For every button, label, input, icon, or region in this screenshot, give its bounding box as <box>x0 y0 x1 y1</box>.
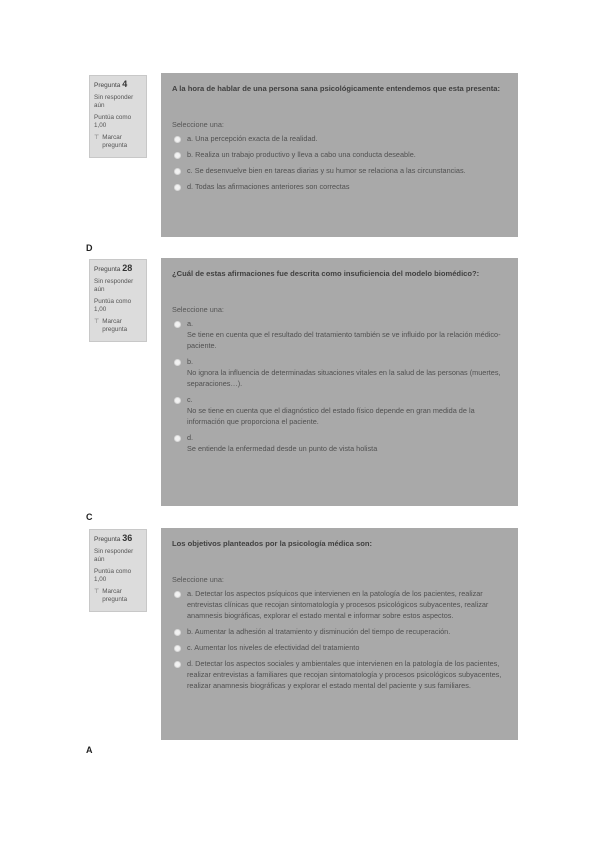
question-number: Pregunta 28 <box>94 263 133 273</box>
question-text: Los objetivos planteados por la psicología médica son: <box>172 539 373 548</box>
answer-option[interactable]: b. Realiza un trabajo productivo y lleva a cabo una conducta deseable. <box>172 149 507 160</box>
radio-button[interactable] <box>174 397 181 404</box>
flag-icon: ⊤ <box>94 318 100 325</box>
question-score: Puntúa como 1,00 <box>94 297 132 313</box>
question-number: Pregunta 4 <box>94 79 128 89</box>
question-status: Sin responder aún <box>94 93 134 109</box>
radio-button[interactable] <box>174 168 181 175</box>
question-score: Puntúa como 1,00 <box>94 113 132 129</box>
answer-option[interactable]: c. Se desenvuelve bien en tareas diarias y su humor se relaciona a las circunstancias. <box>172 165 507 176</box>
question-status: Sin responder aún <box>94 547 134 563</box>
question-card <box>161 258 518 506</box>
radio-button[interactable] <box>174 152 181 159</box>
question-info-panel <box>89 75 147 158</box>
flag-question-link[interactable]: ⊤ Marcar pregunta <box>94 317 128 333</box>
question-score: Puntúa como 1,00 <box>94 567 132 583</box>
answer-option[interactable]: d. Detectar los aspectos sociales y ambientales que intervienen en la patología de los pacientes, realizar entrevistas a familiares que recojan sintomatología y procesos psicológicos subyacentes, realizar anamnesis biográficas y explorar el estado mental del paciente y sus familiares. <box>172 658 507 691</box>
radio-button[interactable] <box>174 321 181 328</box>
radio-button[interactable] <box>174 591 181 598</box>
question-info-panel <box>89 259 147 342</box>
radio-button[interactable] <box>174 136 181 143</box>
question-number: Pregunta 36 <box>94 533 133 543</box>
question-card <box>161 73 518 237</box>
question-card <box>161 528 518 740</box>
answer-option[interactable]: c. No se tiene en cuenta que el diagnóstico del estado físico depende en gran medida de la información que proporciona el paciente. <box>172 394 507 427</box>
flag-icon: ⊤ <box>94 588 100 595</box>
question-text: ¿Cuál de estas afirmaciones fue descrita como insuficiencia del modelo biomédico?: <box>172 269 480 278</box>
radio-button[interactable] <box>174 645 181 652</box>
question-status: Sin responder aún <box>94 277 134 293</box>
answer-option[interactable]: a. Detectar los aspectos psíquicos que intervienen en la patología de los pacientes, realizar entrevistas clínicas que recojan sintomatología y procesos psicológicos subyacentes, realizar anamnesis biográficas, explorar el estado mental e informar sobre estos aspectos. <box>172 588 507 621</box>
radio-button[interactable] <box>174 661 181 668</box>
answer-option[interactable]: b. No ignora la influencia de determinadas situaciones vitales en la salud de las personas (muertes, separaciones…). <box>172 356 507 389</box>
flag-question-link[interactable]: ⊤ Marcar pregunta <box>94 587 128 603</box>
answer-option[interactable]: a. Se tiene en cuenta que el resultado del tratamiento también se ve influido por la relación médico-paciente. <box>172 318 507 351</box>
question-info-panel <box>89 529 147 612</box>
question-text: A la hora de hablar de una persona sana psicológicamente entendemos que esta presenta: <box>172 84 501 93</box>
select-prompt: Seleccione una: <box>172 120 224 129</box>
answer-key: C <box>86 512 93 522</box>
answer-option[interactable]: c. Aumentar los niveles de efectividad del tratamiento <box>172 642 507 653</box>
answer-key: D <box>86 243 93 253</box>
radio-button[interactable] <box>174 629 181 636</box>
answer-option[interactable]: b. Aumentar la adhesión al tratamiento y disminución del tiempo de recuperación. <box>172 626 507 637</box>
select-prompt: Seleccione una: <box>172 305 224 314</box>
select-prompt: Seleccione una: <box>172 575 224 584</box>
answer-option[interactable]: a. Una percepción exacta de la realidad. <box>172 133 507 144</box>
radio-button[interactable] <box>174 184 181 191</box>
radio-button[interactable] <box>174 359 181 366</box>
answer-option[interactable]: d. Se entiende la enfermedad desde un punto de vista holista <box>172 432 507 454</box>
radio-button[interactable] <box>174 435 181 442</box>
answer-key: A <box>86 745 93 755</box>
flag-question-link[interactable]: ⊤ Marcar pregunta <box>94 133 128 149</box>
flag-icon: ⊤ <box>94 134 100 141</box>
answer-option[interactable]: d. Todas las afirmaciones anteriores son correctas <box>172 181 507 192</box>
